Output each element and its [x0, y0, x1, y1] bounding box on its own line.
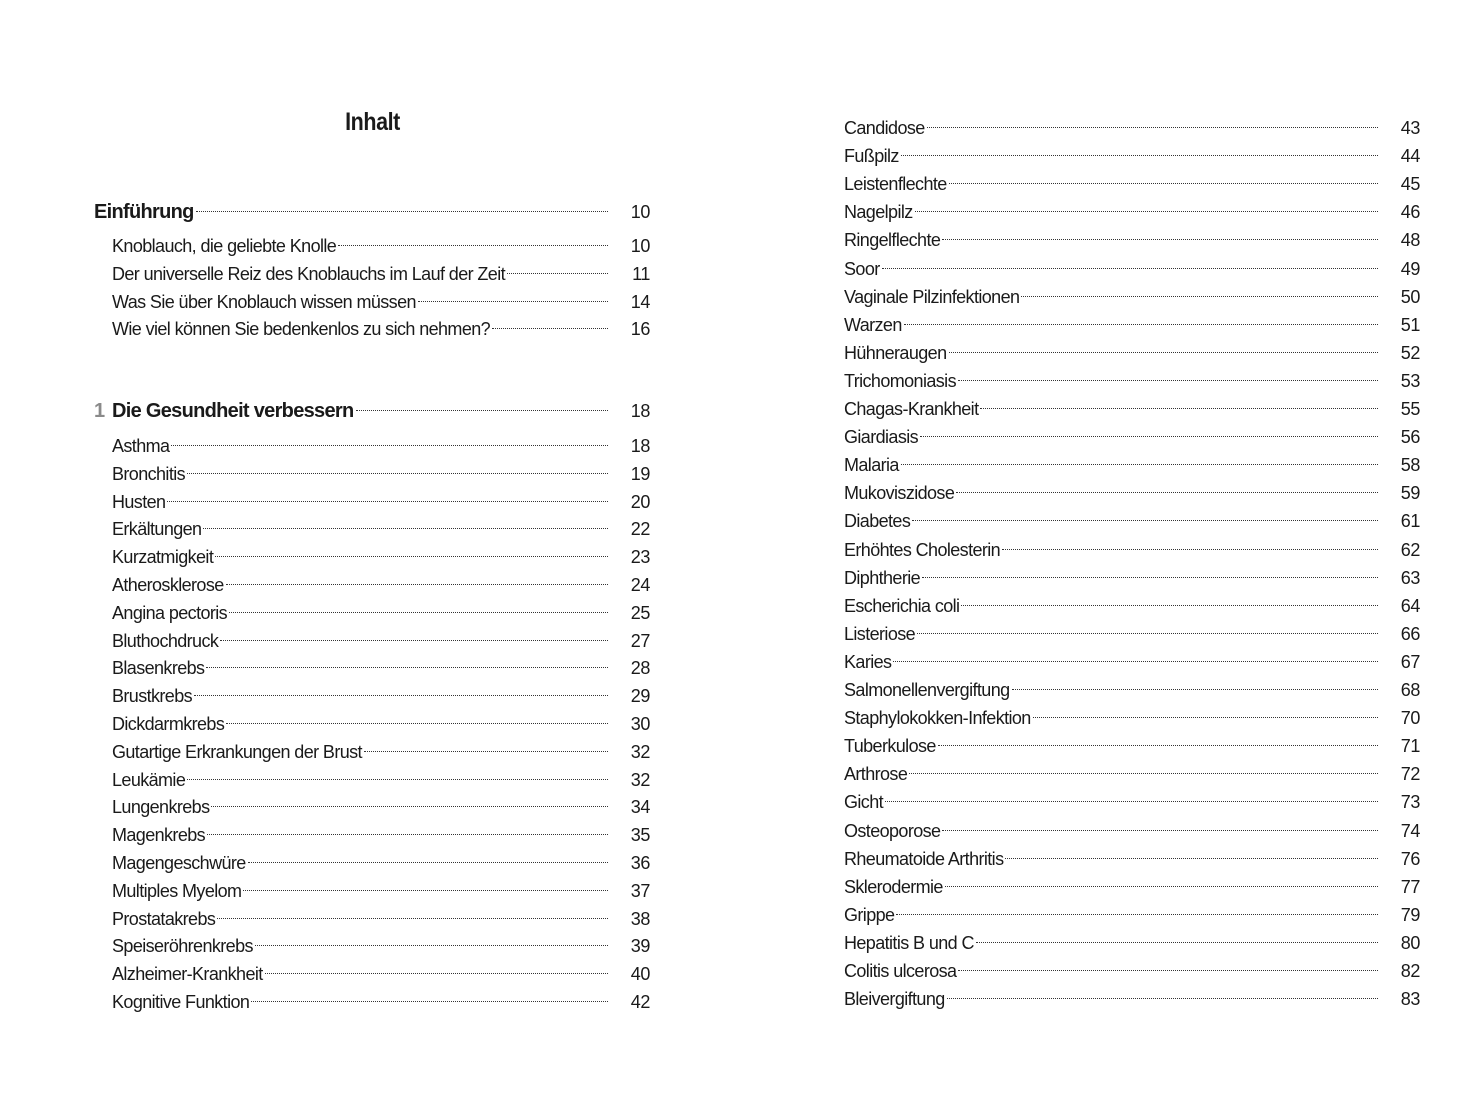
toc-page-number: 45 [1400, 174, 1420, 195]
toc-entry-label: Colitis ulcerosa [844, 961, 957, 981]
dot-leader [206, 667, 608, 668]
toc-entry[interactable] [844, 142, 1420, 170]
toc-entry[interactable] [112, 793, 650, 821]
toc-page-number: 83 [1400, 989, 1420, 1010]
dot-leader [896, 914, 1378, 915]
toc-entry-label: Knoblauch, die geliebte Knolle [112, 236, 337, 256]
toc-page-number: 76 [1400, 848, 1420, 869]
dot-leader [904, 324, 1378, 325]
toc-page-number: 28 [630, 658, 650, 679]
dot-leader [203, 528, 608, 529]
toc-entry[interactable] [112, 599, 650, 627]
dot-leader [255, 945, 608, 946]
dot-leader [1012, 689, 1378, 690]
toc-entry[interactable] [844, 957, 1420, 985]
toc-page-number: 44 [1400, 146, 1420, 167]
toc-page-number: 39 [630, 936, 650, 957]
toc-entry[interactable] [844, 788, 1420, 816]
toc-page-number: 70 [1400, 708, 1420, 729]
toc-entry-label: Listeriose [844, 623, 916, 644]
toc-entry-label: Der universelle Reiz des Knoblauchs im Lauf der Zeit [112, 263, 506, 284]
toc-page-number: 19 [630, 463, 650, 484]
dot-leader [956, 492, 1378, 493]
dot-leader [912, 520, 1378, 521]
toc-entry-label: Alzheimer-Krankheit [112, 964, 263, 985]
toc-entry[interactable] [844, 255, 1420, 283]
toc-entry[interactable] [844, 283, 1420, 311]
toc-page-number: 36 [630, 853, 650, 873]
toc-entry[interactable] [844, 592, 1420, 620]
toc-page-number: 16 [630, 319, 650, 340]
toc-entry[interactable] [112, 627, 650, 655]
dot-leader [356, 410, 609, 411]
dot-leader [187, 779, 608, 780]
toc-entry[interactable] [112, 738, 650, 766]
toc-page-number: 20 [630, 491, 650, 512]
dot-leader [251, 1001, 608, 1002]
dot-leader [248, 862, 608, 863]
toc-page-number: 38 [630, 908, 650, 929]
toc-entry-label: Diphtherie [844, 567, 921, 588]
toc-entry[interactable] [844, 732, 1420, 760]
dot-leader [215, 556, 608, 557]
dot-leader [507, 273, 608, 274]
toc-entry[interactable] [844, 985, 1420, 1013]
toc-page-number: 64 [1400, 595, 1420, 616]
toc-page-number: 62 [1400, 539, 1420, 560]
toc-page-number: 22 [630, 519, 650, 540]
dot-leader [901, 464, 1378, 465]
toc-entry[interactable] [112, 432, 650, 460]
toc-entry[interactable] [844, 170, 1420, 198]
toc-entry-label: Diabetes [844, 511, 911, 532]
toc-page-number: 55 [1400, 399, 1420, 419]
toc-entry[interactable] [844, 367, 1420, 395]
toc-entry[interactable] [844, 676, 1420, 704]
toc-entry[interactable] [844, 564, 1420, 592]
dot-leader [338, 245, 608, 246]
toc-entry-label: Magenkrebs [112, 825, 206, 846]
dot-leader [942, 239, 1378, 240]
toc-page-number: 27 [630, 630, 650, 651]
toc-entry-label: Hühneraugen [844, 342, 947, 363]
toc-page-number: 79 [1400, 904, 1420, 925]
toc-entry[interactable] [844, 704, 1420, 732]
toc-page-number: 10 [630, 202, 650, 222]
dot-leader [949, 183, 1378, 184]
toc-entry-label: Brustkrebs [112, 686, 193, 707]
toc-page-number: 25 [630, 602, 650, 623]
toc-entry-label: Leistenflechte [844, 174, 947, 195]
toc-page-number: 58 [1400, 455, 1420, 476]
toc-page-number: 43 [1400, 118, 1420, 138]
toc-entry-label: Arthrose [844, 764, 908, 785]
toc-entry[interactable] [844, 648, 1420, 676]
toc-entry[interactable] [112, 877, 650, 905]
dot-leader [958, 380, 1378, 381]
toc-entry-label: Bronchitis [112, 463, 186, 484]
toc-entry-label: Staphylokokken-Infektion [844, 708, 1031, 729]
dot-leader [1033, 717, 1378, 718]
toc-page-number: 35 [630, 825, 650, 846]
toc-entry-label: Escherichia coli [844, 595, 960, 616]
toc-page-number: 23 [630, 547, 650, 568]
toc-entry-label: Warzen [844, 314, 902, 335]
toc-entry-label: Atherosklerose [112, 575, 224, 595]
page-title: Inhalt [345, 108, 400, 136]
toc-entry-label: Bluthochdruck [112, 630, 219, 651]
dot-leader [1021, 296, 1378, 297]
toc-entry-label: Leukämie [112, 769, 186, 790]
toc-entry-label: Dickdarmkrebs [112, 714, 225, 734]
toc-page-number: 67 [1400, 651, 1420, 672]
toc-entry-label: Nagelpilz [844, 202, 913, 223]
dot-leader [945, 886, 1378, 887]
dot-leader [167, 501, 608, 502]
toc-entry-label: Mukoviszidose [844, 483, 955, 504]
toc-entry[interactable] [844, 620, 1420, 648]
dot-leader [194, 695, 608, 696]
dot-leader [949, 352, 1379, 353]
toc-entry-label: Hepatitis B und C [844, 932, 974, 953]
toc-entry[interactable] [844, 845, 1420, 873]
toc-entry[interactable] [112, 543, 650, 571]
toc-entry-label: Sklerodermie [844, 876, 943, 897]
toc-entry-label: Kognitive Funktion [112, 992, 250, 1012]
toc-entry[interactable] [112, 960, 650, 988]
toc-entry-label: Grippe [844, 904, 895, 925]
dot-leader [418, 301, 608, 302]
toc-heading-chapter-1[interactable] [94, 397, 650, 425]
toc-page-number: 82 [1400, 961, 1420, 981]
toc-entry-label: Husten [112, 491, 166, 512]
dot-leader [947, 998, 1378, 999]
dot-leader [882, 268, 1378, 269]
toc-entry[interactable] [112, 232, 650, 260]
dot-leader [187, 473, 608, 474]
toc-entry[interactable] [112, 654, 650, 682]
toc-entry-label: Giardiasis [844, 427, 919, 448]
toc-entry-label: Die Gesundheit verbessern [112, 400, 354, 422]
toc-page-number: 71 [1400, 736, 1420, 757]
toc-page-number: 52 [1400, 342, 1420, 363]
toc-page-number: 34 [630, 797, 650, 818]
toc-entry[interactable] [112, 260, 650, 288]
dot-leader [942, 830, 1378, 831]
dot-leader [211, 806, 608, 807]
toc-page-number: 51 [1400, 314, 1420, 335]
toc-entry-label: Lungenkrebs [112, 797, 210, 818]
toc-entry-label: Rheumatoide Arthritis [844, 848, 1004, 869]
toc-entry[interactable] [112, 849, 650, 877]
toc-entry-label: Malaria [844, 455, 899, 476]
dot-leader [243, 890, 608, 891]
dot-leader [885, 801, 1378, 802]
toc-entry[interactable] [112, 315, 650, 343]
toc-entry-label: Gicht [844, 792, 884, 813]
toc-page-number: 42 [630, 992, 650, 1012]
toc-entry-label: Magengeschwüre [112, 853, 246, 873]
dot-leader [226, 584, 608, 585]
toc-page-number: 61 [1400, 511, 1420, 532]
toc-entry[interactable] [112, 905, 650, 933]
toc-entry[interactable] [844, 479, 1420, 507]
toc-page-number: 66 [1400, 623, 1420, 644]
toc-page-number: 77 [1400, 876, 1420, 897]
toc-entry[interactable] [844, 198, 1420, 226]
toc-page-number: 63 [1400, 567, 1420, 588]
toc-entry-label: Asthma [112, 436, 170, 456]
toc-page-number: 59 [1400, 483, 1420, 504]
dot-leader [1002, 549, 1378, 550]
toc-entry-label: Osteoporose [844, 820, 941, 841]
dot-leader [927, 127, 1378, 128]
toc-entry[interactable] [112, 682, 650, 710]
toc-entry[interactable] [112, 288, 650, 316]
toc-entry-label: Bleivergiftung [844, 989, 945, 1010]
dot-leader [915, 211, 1378, 212]
toc-entry[interactable] [844, 395, 1420, 423]
toc-entry-label: Was Sie über Knoblauch wissen müssen [112, 291, 416, 312]
dot-leader [226, 723, 608, 724]
toc-entry-label: Prostatakrebs [112, 908, 216, 929]
toc-entry-label: Blasenkrebs [112, 658, 205, 679]
toc-page-number: 32 [630, 741, 650, 762]
toc-entry-label: Multiples Myelom [112, 880, 242, 901]
dot-leader [976, 942, 1378, 943]
toc-entry-label: Erkältungen [112, 519, 202, 540]
toc-entry[interactable] [112, 488, 650, 516]
toc-entry-label: Kurzatmigkeit [112, 547, 214, 568]
toc-page-number: 18 [630, 401, 650, 421]
chapter-number: 1 [94, 400, 106, 422]
toc-page-number: 29 [630, 686, 650, 707]
toc-entry-label: Soor [844, 258, 880, 279]
toc-page-number: 14 [630, 291, 650, 312]
toc-page-number: 50 [1400, 286, 1420, 307]
toc-entry[interactable] [112, 932, 650, 960]
toc-entry[interactable] [112, 988, 650, 1016]
dot-leader [364, 751, 608, 752]
toc-entry-label: Salmonellenvergiftung [844, 680, 1010, 700]
toc-entry-label: Speiseröhrenkrebs [112, 936, 253, 957]
toc-entry[interactable] [844, 311, 1420, 339]
toc-entry-label: Ringelflechte [844, 230, 941, 251]
toc-entry-label: Candidose [844, 118, 925, 138]
dot-leader [961, 605, 1378, 606]
toc-entry-label: Angina pectoris [112, 602, 228, 623]
toc-entry[interactable] [112, 571, 650, 599]
dot-leader [1005, 858, 1378, 859]
toc-page-number: 72 [1400, 764, 1420, 785]
toc-entry[interactable] [844, 817, 1420, 845]
toc-entry[interactable] [844, 873, 1420, 901]
toc-entry[interactable] [112, 515, 650, 543]
dot-leader [196, 211, 608, 212]
toc-page-number: 40 [630, 964, 650, 985]
toc-entry-label: Einführung [94, 201, 194, 223]
toc-entry[interactable] [844, 507, 1420, 535]
toc-entry[interactable] [112, 710, 650, 738]
dot-leader [958, 970, 1378, 971]
toc-entry[interactable] [844, 536, 1420, 564]
toc-entry-label: Trichomoniasis [844, 370, 956, 391]
toc-entry-label: Tuberkulose [844, 736, 936, 757]
dot-leader [909, 773, 1378, 774]
dot-leader [920, 436, 1378, 437]
dot-leader [893, 661, 1378, 662]
dot-leader [207, 834, 608, 835]
toc-entry[interactable] [844, 114, 1420, 142]
dot-leader [220, 640, 608, 641]
toc-page-number: 56 [1400, 427, 1420, 448]
toc-entry-label: Erhöhtes Cholesterin [844, 539, 1001, 560]
dot-leader [901, 155, 1378, 156]
toc-entry-label: Karies [844, 651, 892, 672]
toc-entry[interactable] [844, 226, 1420, 254]
toc-page-number: 74 [1400, 820, 1420, 841]
toc-page-number: 49 [1400, 258, 1420, 279]
toc-heading-einfuehrung[interactable] [94, 198, 650, 226]
toc-entry[interactable] [112, 460, 650, 488]
toc-page-number: 46 [1400, 202, 1420, 223]
dot-leader [265, 973, 608, 974]
toc-page-number: 24 [630, 575, 650, 595]
toc-entry-label: Vaginale Pilzinfektionen [844, 286, 1020, 307]
dot-leader [922, 577, 1378, 578]
toc-page-number: 18 [630, 436, 650, 456]
toc-entry[interactable] [844, 901, 1420, 929]
dot-leader [980, 408, 1378, 409]
toc-page-number: 53 [1400, 370, 1420, 391]
toc-entry[interactable] [844, 760, 1420, 788]
toc-page-number: 37 [630, 880, 650, 901]
toc-entry[interactable] [844, 423, 1420, 451]
dot-leader [217, 918, 608, 919]
toc-page-number: 10 [630, 236, 650, 256]
toc-entry[interactable] [844, 339, 1420, 367]
toc-entry-label: Fußpilz [844, 146, 899, 167]
toc-page-number: 30 [630, 714, 650, 734]
toc-page-number: 73 [1400, 792, 1420, 813]
toc-page-number: 68 [1400, 680, 1420, 700]
toc-page-number: 11 [632, 263, 650, 284]
toc-page-number: 32 [630, 769, 650, 790]
toc-page-number: 48 [1400, 230, 1420, 251]
dot-leader [917, 633, 1378, 634]
toc-entry[interactable] [844, 451, 1420, 479]
toc-page-number: 80 [1400, 932, 1420, 953]
toc-entry-label: Gutartige Erkrankungen der Brust [112, 741, 362, 762]
dot-leader [492, 328, 608, 329]
dot-leader [938, 745, 1378, 746]
toc-entry[interactable] [112, 766, 650, 794]
right-page [738, 0, 1476, 1104]
toc-entry[interactable] [112, 821, 650, 849]
toc-entry[interactable] [844, 929, 1420, 957]
dot-leader [229, 612, 608, 613]
dot-leader [171, 445, 608, 446]
toc-entry-label: Wie viel können Sie bedenkenlos zu sich nehmen? [112, 319, 491, 340]
toc-entry-label: Chagas-Krankheit [844, 399, 979, 419]
